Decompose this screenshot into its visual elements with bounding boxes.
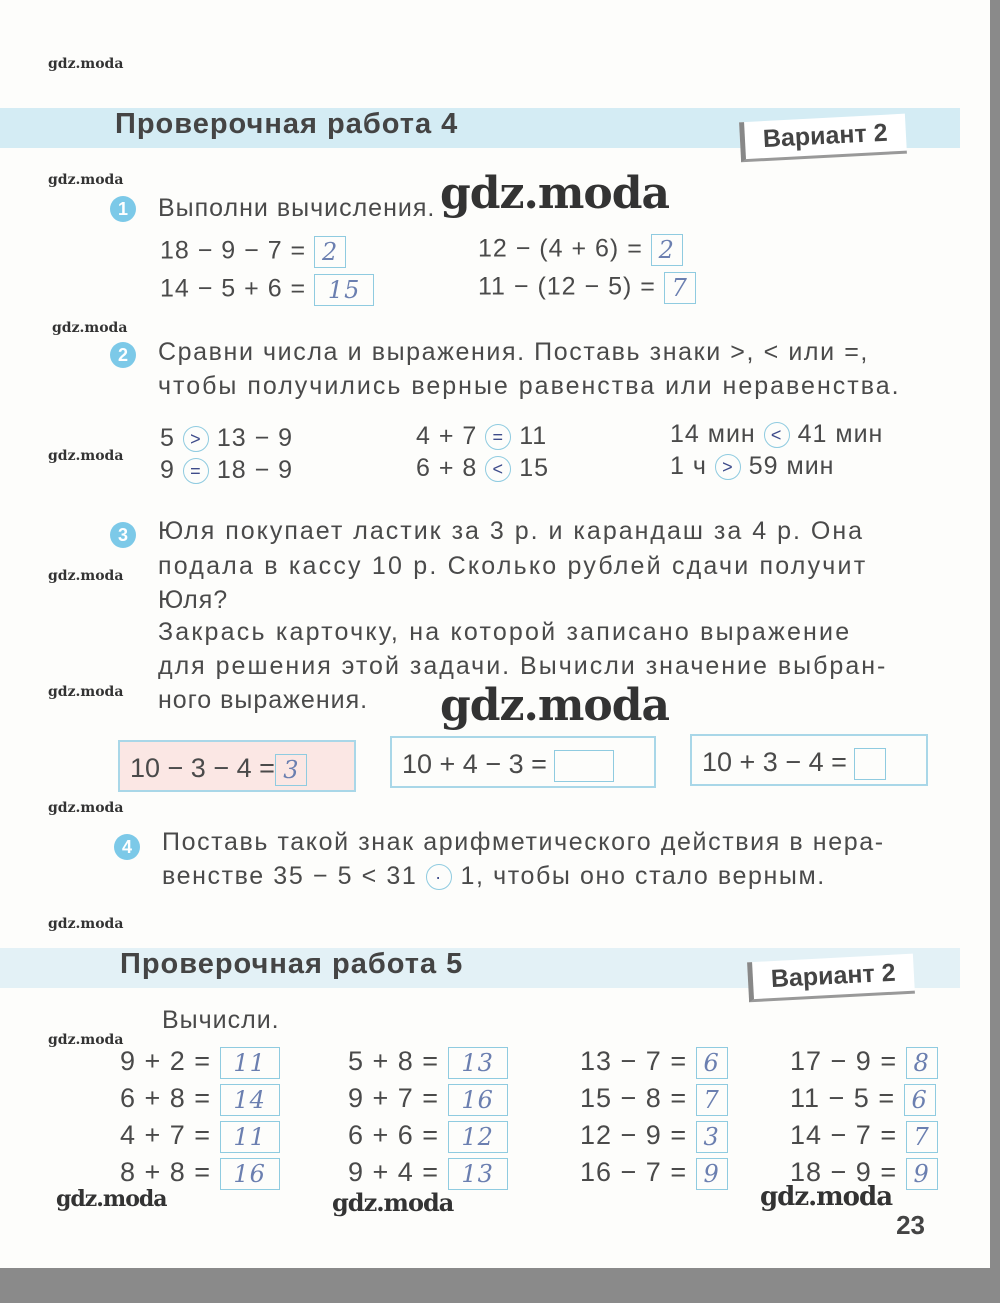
expression: 11 − 5 =	[790, 1083, 896, 1113]
watermark: gdz.moda	[48, 1032, 124, 1048]
right: 11	[519, 422, 548, 450]
sign-circle[interactable]: <	[764, 422, 790, 448]
watermark: gdz.moda	[440, 680, 670, 731]
task1-item	[478, 272, 696, 304]
task3-text: подала в кассу 10 р. Сколько рублей сдачи получит	[158, 552, 868, 580]
expression: 6 + 8 =	[120, 1083, 212, 1113]
expression: 10 + 4 − 3 =	[402, 749, 547, 779]
answer-box[interactable]: 7	[906, 1121, 938, 1153]
task3-text: ного выражения.	[158, 686, 369, 714]
calc-item	[790, 1157, 938, 1190]
expression: 10 − 3 − 4 =	[130, 753, 275, 783]
compare-item	[670, 420, 883, 449]
calc-item	[580, 1046, 728, 1079]
task3-text: Юля?	[158, 586, 229, 614]
answer-box[interactable]: 3	[696, 1121, 728, 1153]
expression: 18 − 9 − 7 =	[160, 236, 307, 265]
task1-item	[478, 234, 683, 266]
expression-card[interactable]	[390, 736, 656, 788]
watermark: gdz.moda	[48, 800, 124, 816]
answer-box[interactable]: 7	[664, 272, 696, 304]
left: 4 + 7	[416, 422, 478, 450]
expression: 4 + 7 =	[120, 1120, 212, 1150]
compare-item	[160, 456, 293, 485]
task1-text: Выполни вычисления.	[158, 194, 436, 222]
expression-card[interactable]	[118, 740, 356, 792]
left: 9	[160, 456, 175, 484]
expression-card[interactable]	[690, 734, 928, 786]
answer-box[interactable]: 9	[696, 1158, 728, 1190]
compare-item	[670, 452, 835, 481]
watermark: gdz.moda	[48, 916, 124, 932]
answer-box[interactable]: 16	[448, 1084, 508, 1116]
expression: 16 − 7 =	[580, 1157, 688, 1187]
answer-box[interactable]: 15	[314, 274, 374, 306]
answer-box[interactable]: 6	[696, 1047, 728, 1079]
expression: 14 − 5 + 6 =	[160, 274, 307, 303]
watermark: gdz.moda	[52, 320, 128, 336]
sign-circle[interactable]: <	[485, 456, 511, 482]
right: 59 мин	[748, 452, 835, 480]
text: венстве 35 − 5 < 31	[162, 862, 418, 890]
watermark: gdz.moda	[48, 172, 124, 188]
calc-item	[580, 1083, 728, 1116]
left: 5	[160, 424, 175, 452]
answer-box[interactable]: 2	[651, 234, 683, 266]
watermark: gdz.moda	[48, 568, 124, 584]
task1-item	[160, 274, 374, 306]
expression: 10 + 3 − 4 =	[702, 747, 847, 777]
watermark: gdz.moda	[440, 168, 670, 219]
answer-box[interactable]: 16	[220, 1158, 280, 1190]
watermark: gdz.moda	[760, 1182, 893, 1212]
sign-circle[interactable]: =	[485, 424, 511, 450]
answer-box[interactable]: 8	[906, 1047, 938, 1079]
calc-item	[348, 1083, 508, 1116]
expression: 9 + 4 =	[348, 1157, 440, 1187]
expression: 5 + 8 =	[348, 1046, 440, 1076]
answer-box[interactable]: 13	[448, 1158, 508, 1190]
expression: 12 − (4 + 6) =	[478, 234, 643, 263]
task4-text	[162, 862, 826, 891]
task3-text: Закрась карточку, на которой записано выражение	[158, 618, 852, 646]
calc-item	[348, 1157, 508, 1190]
calc-item	[790, 1120, 938, 1153]
expression: 13 − 7 =	[580, 1046, 688, 1076]
task3-text: для решения этой задачи. Вычисли значение выбран-	[158, 652, 888, 680]
calc-item	[120, 1120, 280, 1153]
right: 18 − 9	[216, 456, 294, 484]
test5-title: Проверочная работа 5	[120, 948, 464, 980]
answer-box[interactable]: 6	[904, 1084, 936, 1116]
expression: 15 − 8 =	[580, 1083, 688, 1113]
watermark: gdz.moda	[56, 1186, 167, 1212]
page-number: 23	[896, 1210, 925, 1240]
task-number: 2	[110, 342, 136, 368]
test5-variant: Вариант 2	[747, 954, 915, 1003]
calc-item	[120, 1083, 280, 1116]
task-number: 4	[114, 834, 140, 860]
right: 15	[519, 454, 550, 482]
answer-box[interactable]: 12	[448, 1121, 508, 1153]
sign-circle[interactable]: =	[183, 458, 209, 484]
watermark: gdz.moda	[48, 684, 124, 700]
expression: 11 − (12 − 5) =	[478, 272, 656, 301]
test4-variant: Вариант 2	[739, 114, 907, 163]
left: 6 + 8	[416, 454, 478, 482]
right: 13 − 9	[216, 424, 294, 452]
sign-circle[interactable]: >	[183, 426, 209, 452]
answer-box[interactable]: 7	[696, 1084, 728, 1116]
text: 1, чтобы оно стало верным.	[460, 862, 826, 890]
test5-instruction: Вычисли.	[162, 1006, 280, 1034]
compare-item	[416, 454, 549, 483]
expression: 9 + 7 =	[348, 1083, 440, 1113]
expression: 6 + 6 =	[348, 1120, 440, 1150]
left: 14 мин	[670, 420, 756, 448]
calc-item	[348, 1120, 508, 1153]
answer-box[interactable]: 14	[220, 1084, 280, 1116]
task2-text: Сравни числа и выражения. Поставь знаки >, < или =,	[158, 338, 869, 366]
answer-box[interactable]: 3	[275, 754, 307, 786]
expression: 9 + 2 =	[120, 1046, 212, 1076]
compare-item	[416, 422, 547, 451]
calc-item	[790, 1046, 938, 1079]
answer-box[interactable]: 9	[906, 1158, 938, 1190]
task-number: 3	[110, 522, 136, 548]
calc-item	[120, 1046, 280, 1079]
answer-box[interactable]: 11	[220, 1121, 280, 1153]
left: 1 ч	[670, 452, 707, 480]
calc-item	[790, 1083, 936, 1116]
calc-item	[348, 1046, 508, 1079]
expression: 17 − 9 =	[790, 1046, 898, 1076]
task1-item	[160, 236, 346, 268]
task-number: 1	[110, 196, 136, 222]
task3-text: Юля покупает ластик за 3 р. и карандаш за 4 р. Она	[158, 517, 865, 545]
sign-circle[interactable]: ·	[426, 864, 452, 890]
answer-box[interactable]: 11	[220, 1047, 280, 1079]
compare-item	[160, 424, 293, 453]
expression: 18 − 9 =	[790, 1157, 898, 1187]
test4-title: Проверочная работа 4	[115, 108, 459, 140]
expression: 14 − 7 =	[790, 1120, 898, 1150]
watermark: gdz.moda	[332, 1188, 454, 1217]
watermark: gdz.moda	[48, 56, 124, 72]
answer-box[interactable]	[554, 750, 614, 782]
task2-text: чтобы получились верные равенства или неравенства.	[158, 372, 901, 400]
watermark: gdz.moda	[48, 448, 124, 464]
expression: 8 + 8 =	[120, 1157, 212, 1187]
calc-item	[580, 1120, 728, 1153]
right: 41 мин	[797, 420, 884, 448]
calc-item	[120, 1157, 280, 1190]
calc-item	[580, 1157, 728, 1190]
expression: 12 − 9 =	[580, 1120, 688, 1150]
task4-text: Поставь такой знак арифметического действия в нера-	[162, 828, 885, 856]
sign-circle[interactable]: >	[715, 454, 741, 480]
answer-box[interactable]: 2	[314, 236, 346, 268]
answer-box[interactable]: 13	[448, 1047, 508, 1079]
answer-box[interactable]	[854, 748, 886, 780]
